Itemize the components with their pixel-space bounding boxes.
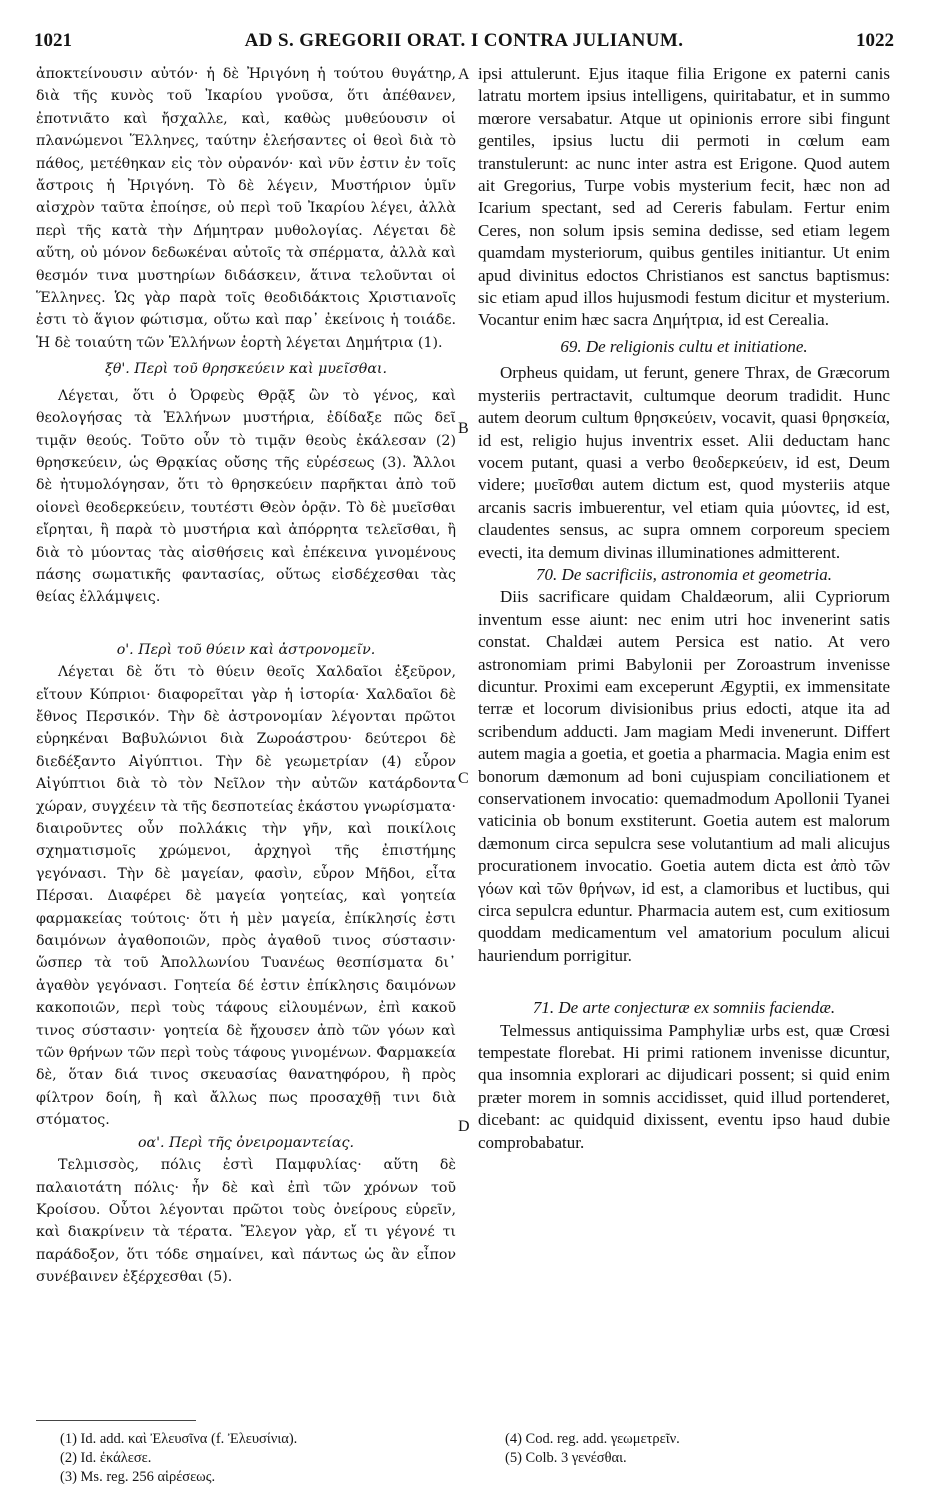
greek-paragraph-71: Τελμισσὸς, πόλις ἐστὶ Παμφυλίας· αὕτη δὲ παλαιοτάτη πόλις· ἦν δὲ καὶ ἐπὶ τῶν χρόνων τοῦ Κροίσου. Οὗτοι λέγονται πρῶτοι τοὺς ὀνείρους εὑρεῖν, καὶ διακρίνειν τὰ τέρατα. Ἔλεγον γὰρ, εἴ τι γέγονέ τι παράδοξον, ὅτι τόδε σημαίνει, καὶ πάντως ὡς ἂν εἶπον συνέβαινεν ἐξέρχεσθαι (5). (36, 1157, 456, 1286)
latin-column (478, 63, 890, 1154)
latin-paragraph-erigone: ipsi attulerunt. Ejus itaque filia Erigone ex paterni canis latratu mortem ipsius intelligens, quiritabatur, et in summo mœrore versabatur. Atque ut opinionis errore sibi fingunt gentiles, ipsius luctu dii permoti in cœlum eam transtulerunt: ac nunc inter astra est Erigone. Quod autem ait Gregorius, Turpe vobis mysterium fecit, hæc non ad Icarium spectant, sed ad Cereris fabulam. Fertur enim Ceres, non solum ipsis semina dedisse, sed etiam legem quamdam mysteriorum, quibus gentiles initiantur. Ut enim apud divinitus edoctos Christianos est sanctus baptismus: sic etiam apud illos hujusmodi festum dicitur et mysterium. Vocantur enim hæc sacra Δημήτρια, id est Cerealia. (478, 64, 890, 330)
greek-paragraph-70: Λέγεται δὲ ὅτι τὸ θύειν θεοῖς Χαλδαῖοι ἐξεῦρον, εἴτουν Κύπριοι· διαφορεῖται γὰρ ἡ ἱστορία· Χαλδαῖοι δὲ ἔθνος Περσικόν. Τὴν δὲ ἀστρονομίαν λέγονται πρῶτοι εὑρηκέναι Βαβυλώνιοι διὰ Ζωροάστρου· δεύτεροι δὲ διεδέξαντο Αἰγύπτιοι. Τὴν δὲ γεωμετρίαν (4) εὗρον Αἰγύπτιοι διὰ τὸ τὸν Νεῖλον τὴν αὐτῶν κατάρδοντα χώραν, συγχέειν τὰ τῆς δεσποτείας ἑκάστου γνωρίσματα· διαιροῦντες οὖν πολλάκις τὴν γῆν, καὶ ποικίλοις σχηματισμοῖς χρώμενοι, ἀρχηγοὶ τῆς ἐπιστήμης γεγόνασι. Τὴν δὲ μαγείαν, φασὶν, εὗρον Μῆδοι, εἶτα Πέρσαι. Διαφέρει δὲ μαγεία γοητείας, καὶ γοητεία φαρμακείας τούτοις· ὅτι ἡ μὲν μαγεία, ἐπίκλησίς ἐστι δαιμόνων ἀγαθοποιῶν, πρὸς ἀγαθοῦ τινος σύστασιν· ὥσπερ τὰ τοῦ Ἀπολλωνίου Τυανέως θεσπίσματα δι᾽ ἀγαθὸν γεγόνασι. Γοητεία δέ ἐστιν ἐπίκλησις δαιμόνων κακοποιῶν, περὶ τοὺς τάφους εἰλουμένων, ἐπὶ κακοῦ τινος σύστασιν· γοητεία δὲ ἤχουσεν ἀπὸ τῶν γόων καὶ τῶν θρήνων τῶν περὶ τοὺς τάφους γινομένων. Φαρμακεία δὲ, ὅταν διά τινος σκευασίας θανατηφόρου, ἢ πρὸς φίλτρον δοίη, ἢ καὶ ἄλλως πως προσαχθῇ τινι διὰ στόματος. (36, 664, 456, 1129)
footnotes-right (505, 1430, 905, 1468)
margin-marker-a: A (458, 66, 470, 83)
latin-heading-69: 69. De religionis cultu et initiatione. (560, 336, 808, 356)
margin-marker-d: D (458, 1118, 470, 1135)
footnote-4: (4) Cod. reg. add. γεωμετρεῖν. (505, 1431, 680, 1447)
page-number-left: 1021 (34, 30, 72, 51)
page-number-right: 1022 (856, 30, 894, 51)
greek-heading-70: ο'. Περὶ τοῦ θύειν καὶ ἀστρονομεῖν. (116, 641, 376, 658)
latin-paragraph-69: Orpheus quidam, ut ferunt, genere Thrax, de Græcorum mysteriis pertractavit, cultumque deorum tradidit. Hunc autem deorum cultum θρησκεύειν, vocavit, quasi θρησκεία, id est, religio hujus inventrix esset. Alii deductam hanc vocem putant, quasi a verbo θεοδερκεύειν, id est, Deum videre; μυεῖσθαι autem dictum est, quod mysteriis atque arcanis sacris imbuerentur, vel etiam quia μύοντες, id est, claudentes sensus, ac supra omnem corporeum speciem evecti, ita demum divinas illuminationes admitterent. (478, 363, 890, 562)
latin-paragraph-70: Diis sacrificare quidam Chaldæorum, alii Cypriorum inventum esse aiunt: nec enim utri hoc invenerint satis constat. Chaldæi autem Persica est natio. At vero astronomiam primi Babylonii per Zoroastrum invenisse dicuntur. Proximi eam exceperunt Ægyptii, ex immensitate terræ et locorum divisionibus prius edocti, atque ita ad scribendum adducti. Jam magiam Medi invenerunt. Differt autem magia a goetia, et goetia a pharmacia. Magia enim est bonorum dæmonum ad boni cujuspiam conciliationem et conservationem invocatio: quemadmodum Apollonii Tyanei vaticinia ob bonum exstiterunt. Goetia autem est malorum dæmonum circa sepulcra sese volutantium ad mali alicujus procurationem invocatio. Goetia autem dicta est ἀπὸ τῶν γόων καὶ τῶν θρήνων, id est, a clamoribus et luctibus, qui circa sepulcra eduntur. Pharmacia autem est, cum exitiosum quoddam medicamentum vel amatorium poculum alicui hauriendum porrigitur. (478, 587, 890, 965)
footnote-1: (1) Id. add. καὶ Ἐλευσῖνα (f. Ἐλευσίνια). (60, 1431, 298, 1447)
footnote-rule (36, 1420, 196, 1421)
margin-marker-c: C (458, 770, 469, 787)
page-header (34, 30, 894, 58)
latin-heading-70: 70. De sacrificiis, astronomia et geometria. (536, 564, 832, 584)
greek-paragraph-69: Λέγεται, ὅτι ὁ Ὀρφεὺς Θρᾷξ ὢν τὸ γένος, καὶ θεολογήσας τὰ Ἑλλήνων μυστήρια, ἐδίδαξε πῶς δεῖ τιμᾷν θεούς. Τοῦτο οὖν τὸ τιμᾷν θεοὺς ἐκάλεσαν (2) θρησκεύειν, ὡς Θρᾳκίας οὔσης τῆς εὑρέσεως (3). Ἄλλοι δὲ ἠτυμολόγησαν, ὅτι τὸ θρησκεύειν παρῆκται ἀπὸ τοῦ οἱονεὶ θεοδερκεύειν, τουτέστι Θεὸν ὁρᾷν. Τὸ δὲ μυεῖσθαι εἴρηται, ἢ παρὰ τὸ μυστήρια καὶ ἀπόρρητα τελεῖσθαι, ἢ διὰ τὸ μύοντας τὰς αἰσθήσεις καὶ ἐπέκεινα γινομένους πάσης σωματικῆς φαντασίας, οὕτως εἰσδέχεσθαι τὰς θείας ἐλλάμψεις. (36, 387, 456, 606)
greek-heading-71: οα'. Περὶ τῆς ὀνειρομαντείας. (138, 1134, 354, 1151)
latin-paragraph-71: Telmessus antiquissima Pamphyliæ urbs est, quæ Crœsi tempestate florebat. Hi primi rationem invenisse dicuntur, qua insomnia explorari ac dijudicari possent; si quid enim præter morem in somnis accidisset, quid illud portenderet, dicebant: ac quidquid dixissent, eventu ipso haud dubie comprobabatur. (478, 1020, 890, 1152)
footnote-2: (2) Id. ἐκάλεσε. (60, 1450, 152, 1466)
footnotes-left (60, 1430, 460, 1487)
margin-marker-b: B (458, 420, 469, 437)
greek-column (36, 63, 456, 1289)
latin-heading-71: 71. De arte conjecturæ ex somniis faciendæ. (532, 998, 836, 1018)
greek-paragraph-erigone: ἀποκτείνουσιν αὐτόν· ἡ δὲ Ἠριγόνη ἡ τούτου θυγάτηρ, διὰ τῆς κυνὸς τοῦ Ἰκαρίου γνοῦσα, ὅτι ἀπέθανεν, ἐποτνιᾶτο καὶ ἤσχαλλε, καὶ, καθὼς μυθεύουσιν οἱ πλανώμενοι Ἕλληνες, ταύτην ἐλεήσαντες οἱ θεοὶ διὰ τὸ πάθος, μετέθηκαν εἰς τὸν οὐρανόν· καὶ νῦν ἐστιν ἐν τοῖς ἄστροις ἡ Ἠριγόνη. Τὸ δὲ λέγειν, Μυστήριον ὑμῖν αἰσχρὸν ταῦτα ἐποίησε, οὐ περὶ τοῦ Ἰκαρίου λέγει, ἀλλὰ περὶ τῆς κατὰ τὴν Δήμητραν μυθολογίας. Λέγεται δὲ αὕτη, οὐ μόνον δεδωκέναι αὐτοῖς τὰ σπέρματα, ἀλλὰ καὶ θεσμόν τινα μυστηρίων διδάσκειν, ἅτινα τελοῦνται οἱ Ἕλληνες. Ὡς γὰρ παρὰ τοῖς θεοδιδάκτοις Χριστιανοῖς ἐστι τὸ ἅγιον φώτισμα, οὕτω καὶ παρ᾽ ἐκείνοις ἡ τοιάδε. Ἡ δὲ τοιαύτη τῶν Ἑλλήνων ἑορτὴ λέγεται Δημήτρια (1). (36, 66, 456, 351)
running-title: AD S. GREGORII ORAT. I CONTRA JULIANUM. (244, 30, 684, 51)
footnote-5: (5) Colb. 3 γενέσθαι. (505, 1450, 627, 1466)
footnote-3: (3) Ms. reg. 256 αἱρέσεως. (60, 1469, 216, 1485)
greek-heading-69: ξθ'. Περὶ τοῦ θρησκεύειν καὶ μυεῖσθαι. (105, 361, 387, 378)
